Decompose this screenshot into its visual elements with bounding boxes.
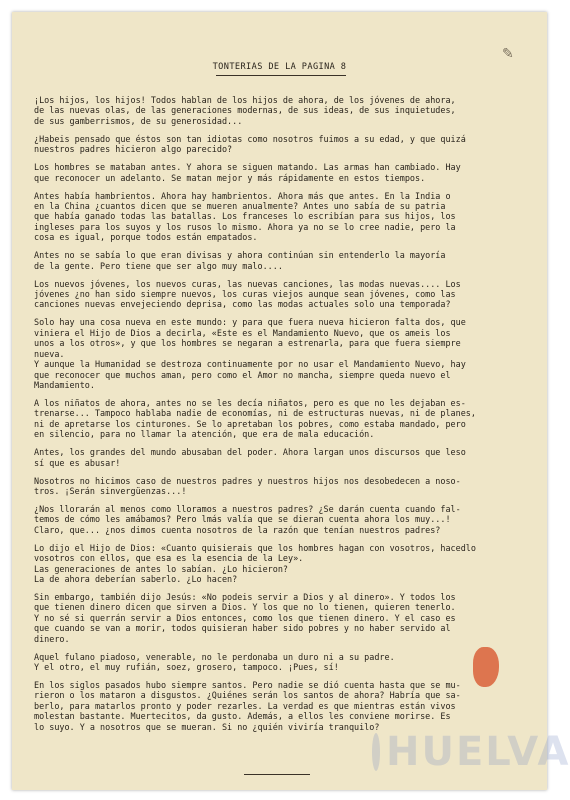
text-line: ¿Nos llorarán al menos como lloramos a nuestros padres? ¿Se darán cuenta cuando fal- (34, 503, 461, 514)
text-line: cosa es igual, porque todos están empatados. (34, 232, 258, 243)
text-line: Mandamiento. (34, 379, 95, 390)
text-line: temos de cómo les amábamos? Pero lmás valía que se dieran cuenta ahora los muy...! (34, 514, 451, 525)
text-line: ¿Habeis pensado que éstos son tan idiotas como nosotros fuimos a su edad, y que quizá (34, 133, 466, 144)
text-line: ingleses para los suyos y los rusos lo mismo. Ahora ya no se lo cree nadie, pero la (34, 221, 456, 232)
text-line: sí que es abusar! (34, 457, 121, 468)
text-line: en la China ¿cuantos dicen que se mueren anualmente? Antes uno sabía de su patria (34, 201, 446, 212)
text-line: que había ganado todas las batallas. Los franceses lo escribían para sus hijos, los (34, 211, 456, 222)
text-line: Sin embargo, también dijo Jesús: «No podeis servir a Dios y al dinero». Y todos los (34, 591, 456, 602)
text-line: que tienen dinero dicen que sirven a Dios. Y los que no lo tienen, quieren tenerlo. (34, 602, 456, 613)
text-line: rieron o los mataron a disgustos. ¿Quiénes serán los santos de ahora? Habría que sa- (34, 690, 461, 701)
paragraph (34, 191, 534, 243)
closing-rule (244, 774, 310, 775)
corner-pencil-mark: ✎ (502, 46, 514, 62)
text-line: en silencio, para no llamar la atención, que era de mala educación. (34, 429, 375, 440)
paragraph (34, 398, 534, 440)
archive-watermark (372, 729, 570, 775)
text-line: vosotros con ellos, que esa es la esencia de la Ley». (34, 553, 304, 564)
text-line: canciones nuevas envejeciendo deprisa, como las modas actuales solo una temporada? (34, 299, 451, 310)
paragraph (34, 250, 534, 271)
paragraph (34, 447, 534, 468)
text-line: jóvenes ¿no han sido siempre nuevos, los curas viejos aunque sean jóvenes, como las (34, 289, 456, 300)
watermark-seal-icon (372, 733, 380, 771)
text-line: dinero. (34, 633, 70, 644)
text-line: La de ahora deberían saberlo. ¿Lo hacen? (34, 573, 238, 584)
text-line: Y aunque la Humanidad se destroza continuamente por no usar el Mandamiento Nuevo, hay (34, 359, 466, 370)
paragraph (34, 504, 534, 535)
paragraph (34, 134, 534, 155)
paragraph (34, 592, 534, 644)
paragraph (34, 162, 534, 183)
watermark-text: HUELVA (386, 729, 570, 775)
paragraph (34, 543, 534, 585)
document-page (12, 12, 570, 790)
text-line: de sus gamberrismos, de su generosidad... (34, 115, 243, 126)
title-underline (216, 75, 346, 76)
text-line: lo suyo. Y a nosotros que se mueran. Si no ¿quién viviría tranquilo? (34, 721, 380, 732)
text-line: Los hombres se mataban antes. Y ahora se siguen matando. Las armas han cambiado. Hay (34, 162, 461, 173)
paragraph (34, 652, 534, 673)
text-line: nuestros padres hicieron algo parecido? (34, 144, 233, 155)
paragraph (34, 317, 534, 390)
text-line: molestan bastante. Muertecitos, da gusto. Además, a ellos les conviene morirse. Es (34, 711, 451, 722)
document-title: TONTERIAS DE LA PAGINA 8 (212, 62, 347, 72)
red-stain-mark (473, 647, 499, 687)
text-line: Lo dijo el Hijo de Dios: «Cuanto quisierais que los hombres hagan con vosotros, hacedlo (34, 542, 476, 553)
text-line: trenarse... Tampoco hablaba nadie de economías, ni de estructuras nuevas, ni de planes, (34, 408, 476, 419)
text-line: tros. ¡Serán sinvergüenzas...! (34, 485, 187, 496)
text-line: berlo, para matarlos pronto y poder rezarles. La verdad es que mientras están vivos (34, 700, 456, 711)
text-line: Nosotros no hicimos caso de nuestros padres y nuestros hijos nos desobedecen a noso- (34, 475, 461, 486)
text-line: que reconocer un adelanto. Se matan mejor y más rápidamente en estos tiempos. (34, 172, 426, 183)
document-body (34, 95, 534, 740)
text-line: Antes había hambrientos. Ahora hay hambrientos. Ahora más que antes. En la India o (34, 190, 451, 201)
text-line: de las nuevas olas, de las generaciones modernas, de sus ideas, de sus inquietudes, (34, 105, 456, 116)
text-line: Y no sé si querrán servir a Dios entonces, como los que tienen dinero. Y el caso es (34, 612, 456, 623)
text-line: Claro, que... ¿nos dimos cuenta nosotros de la razón que tenían nuestros padres? (34, 524, 441, 535)
text-line: Los nuevos jóvenes, los nuevos curas, las nuevas canciones, las modas nuevas.... Los (34, 278, 461, 289)
text-line: unos a los otros», y que los hombres se negaran a estrenarla, para que fuera siempre (34, 338, 461, 349)
text-line: A los niñatos de ahora, antes no se les decía niñatos, pero es que no les dejaban es- (34, 397, 466, 408)
text-line: Las generaciones de antes lo sabían. ¿Lo hicieron? (34, 563, 288, 574)
text-line: Antes, los grandes del mundo abusaban del poder. Ahora largan unos discursos que leso (34, 447, 466, 458)
text-line: que reconocer que muchos aman, pero como el Amor no mancha, siempre queda nuevo el (34, 369, 451, 380)
text-line: Solo hay una cosa nueva en este mundo: y para que fuera nueva hicieron falta dos, que (34, 317, 466, 328)
text-line: Y el otro, el muy rufián, soez, grosero, tampoco. ¡Pues, sí! (34, 662, 339, 672)
text-line: viniera el Hijo de Dios a decirla, «Este es el Mandamiento Nuevo, que os ameis los (34, 327, 451, 338)
text-line: que cuando se van a morir, todos quisieran haber sido pobres y no haber servido al (34, 623, 451, 634)
paragraph (34, 476, 534, 497)
text-line: nueva. (34, 348, 65, 359)
paragraph (34, 95, 534, 126)
text-line: Aquel fulano piadoso, venerable, no le perdonaba un duro ni a su padre. (34, 651, 395, 662)
paragraph (34, 680, 534, 732)
text-line: Antes no se sabía lo que eran divisas y ahora continúan sin entenderlo la mayoría (34, 250, 446, 261)
text-line: de la gente. Pero tiene que ser algo muy malo.... (34, 260, 283, 271)
text-line: ni de apretarse los cinturones. Se lo apretaban los pobres, como estaba mandado, pero (34, 418, 466, 429)
text-line: En los siglos pasados hubo siempre santos. Pero nadie se dió cuenta hasta que se mu- (34, 680, 461, 690)
text-line: ¡Los hijos, los hijos! Todos hablan de los hijos de ahora, de los jóvenes de ahora, (34, 95, 456, 105)
paragraph (34, 279, 534, 310)
